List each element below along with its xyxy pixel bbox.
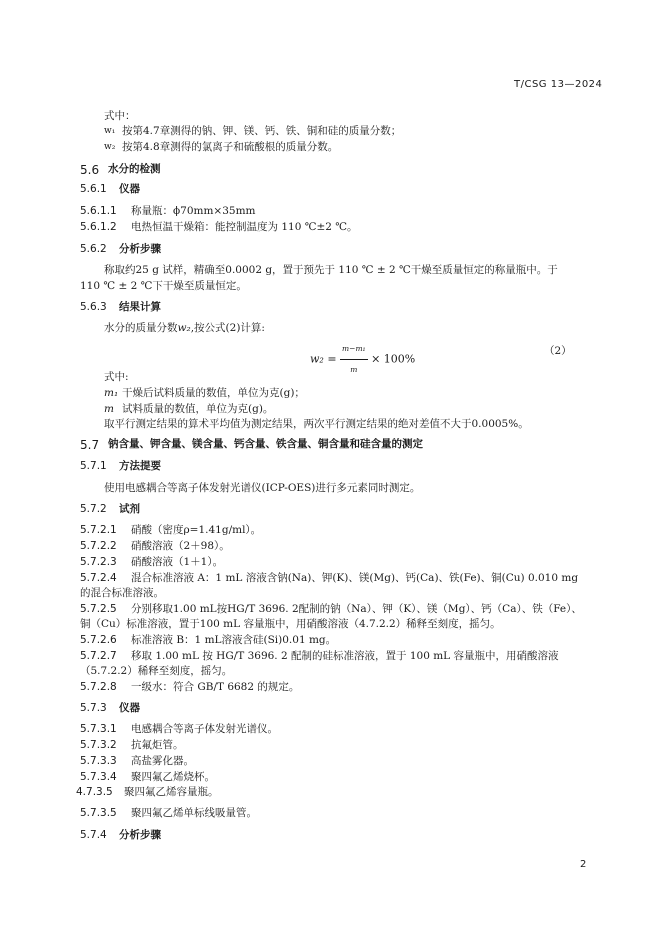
section-5-7-number: 5.7 (80, 438, 100, 452)
section-5-7-2-3-text: 硝酸溶液（1＋1）。 (131, 556, 224, 568)
symbol-w1: w₁ (104, 126, 116, 136)
where-intro: 式中： (104, 110, 136, 122)
section-5-7-1-title: 方法提要 (119, 460, 161, 472)
section-5-7-2-6-text: 标准溶液 B：1 mL溶液含硅(Si)0.01 mg。 (131, 634, 337, 646)
section-5-7-2-number: 5.7.2 (80, 503, 107, 515)
section-5-7-3-4-number: 5.7.3.4 (80, 771, 117, 783)
paragraph-5-6-2-line2: 110 ℃ ± 2 ℃下干燥至质量恒定。 (80, 280, 247, 292)
section-5-7-3-3-number: 5.7.3.3 (80, 755, 117, 767)
section-5-7-3-title: 仪器 (119, 702, 140, 714)
section-5-6-1-title: 仪器 (119, 183, 140, 195)
section-5-7-2-7-number: 5.7.2.7 (80, 650, 117, 662)
section-5-7-3-5-text: 聚四氟乙烯单标线吸量管。 (131, 807, 257, 819)
section-5-7-3-3-text: 高盐雾化器。 (131, 755, 194, 767)
section-5-6-1-2-text: 电热恒温干燥箱：能控制温度为 110 ℃±2 ℃。 (131, 221, 358, 233)
section-5-7-title: 钠含量、钾含量、镁含量、钙含量、铁含量、铜含量和硅含量的测定 (108, 438, 423, 450)
section-5-7-2-1-text: 硝酸（密度ρ=1.41g/ml）。 (131, 524, 262, 536)
symbol-w2: w₂ (104, 142, 116, 152)
section-4-7-3-5-number: 4.7.3.5 (76, 786, 113, 798)
section-5-6-3-title: 结果计算 (119, 301, 161, 313)
symbol-m1: m₁ (104, 387, 119, 399)
section-5-7-4-title: 分析步骤 (119, 829, 161, 841)
formula-2: w₂ = $\frac{\text{m−m₁}}{m}$ × 100% (310, 340, 415, 379)
calc-intro: 水分的质量分数w₂,按公式(2)计算: (104, 322, 265, 334)
section-5-6-3-number: 5.6.3 (80, 301, 107, 313)
section-5-7-2-7-line2: （5.7.2.2）稀释至刻度，摇匀。 (80, 665, 233, 677)
where-intro-2: 式中: (104, 371, 129, 383)
section-5-7-3-number: 5.7.3 (80, 702, 107, 714)
where-w1-text: 按第4.7章测得的钠、钾、镁、钙、铁、铜和硅的质量分数； (122, 125, 402, 137)
equation-number: （2） (544, 345, 572, 357)
section-5-7-2-4-line1: 混合标准溶液 A：1 mL 溶液含钠(Na)、钾(K)、镁(Mg)、钙(Ca)、铁(Fe)、铜(Cu) 0.010 mg (131, 572, 579, 584)
where-m-text: 试料质量的数值，单位为克(g)。 (122, 403, 274, 415)
section-5-7-3-5-number: 5.7.3.5 (80, 807, 117, 819)
section-5-7-2-5-line1: 分别移取1.00 mL按HG/T 3696. 2配制的钠（Na）、钾（K）、镁（Mg）、钙（Ca）、铁（Fe）、 (131, 603, 582, 615)
section-5-7-2-2-number: 5.7.2.2 (80, 540, 117, 552)
section-5-7-4-number: 5.7.4 (80, 829, 107, 841)
paragraph-5-7-1: 使用电感耦合等离子体发射光谱仪(ICP-OES)进行多元素同时测定。 (104, 482, 421, 494)
section-5-7-2-2-text: 硝酸溶液（2＋98）。 (131, 540, 230, 552)
section-5-6-1-2-number: 5.6.1.2 (80, 221, 117, 233)
section-5-7-2-8-number: 5.7.2.8 (80, 681, 117, 693)
section-5-7-2-1-number: 5.7.2.1 (80, 524, 117, 536)
section-5-6-number: 5.6 (80, 163, 100, 177)
repeatability-note: 取平行测定结果的算术平均值为测定结果，两次平行测定结果的绝对差值不大于0.0005%。 (104, 418, 529, 430)
section-5-7-2-5-number: 5.7.2.5 (80, 603, 117, 615)
paragraph-5-6-2-line1: 称取约25 g 试样，精确至0.0002 g，置于预先于 110 ℃ ± 2 ℃干燥至质量恒定的称量瓶中。于 (104, 264, 558, 276)
where-w2-text: 按第4.8章测得的氯离子和硫酸根的质量分数。 (122, 141, 339, 153)
section-5-6-1-number: 5.6.1 (80, 183, 107, 195)
section-5-7-1-number: 5.7.1 (80, 460, 107, 472)
section-5-7-2-title: 试剂 (119, 503, 140, 515)
symbol-m: m (104, 403, 114, 415)
section-5-7-3-2-number: 5.7.3.2 (80, 739, 117, 751)
section-5-6-title: 水分的检测 (108, 163, 161, 175)
section-5-7-2-8-text: 一级水：符合 GB/T 6682 的规定。 (131, 681, 300, 693)
section-4-7-3-5-text: 聚四氟乙烯容量瓶。 (124, 786, 219, 798)
section-5-6-1-1-text: 称量瓶：ϕ70mm×35mm (131, 205, 256, 217)
w2-symbol: w₂ (177, 322, 191, 334)
section-5-6-1-1-number: 5.6.1.1 (80, 205, 117, 217)
section-5-7-3-2-text: 抗氟炬管。 (131, 739, 184, 751)
section-5-7-2-4-number: 5.7.2.4 (80, 572, 117, 584)
section-5-7-2-4-line2: 的混合标准溶液。 (80, 587, 164, 599)
section-5-7-2-7-line1: 移取 1.00 mL 按 HG/T 3696. 2 配制的硅标准溶液，置于 100 mL 容量瓶中，用硝酸溶液 (131, 650, 559, 662)
section-5-6-2-title: 分析步骤 (119, 243, 161, 255)
section-5-7-2-6-number: 5.7.2.6 (80, 634, 117, 646)
section-5-7-2-5-line2: 铜（Cu）标准溶液，置于100 mL 容量瓶中，用硝酸溶液（4.7.2.2）稀释至刻度，摇匀。 (80, 618, 501, 630)
section-5-6-2-number: 5.6.2 (80, 243, 107, 255)
section-5-7-3-1-text: 电感耦合等离子体发射光谱仪。 (131, 723, 278, 735)
document-code: T/CSG 13—2024 (514, 79, 603, 90)
page-number: 2 (580, 859, 587, 870)
section-5-7-2-3-number: 5.7.2.3 (80, 556, 117, 568)
section-5-7-3-4-text: 聚四氟乙烯烧杯。 (131, 771, 215, 783)
section-5-7-3-1-number: 5.7.3.1 (80, 723, 117, 735)
where-m1-text: 干燥后试料质量的数值，单位为克(g)； (122, 387, 305, 399)
